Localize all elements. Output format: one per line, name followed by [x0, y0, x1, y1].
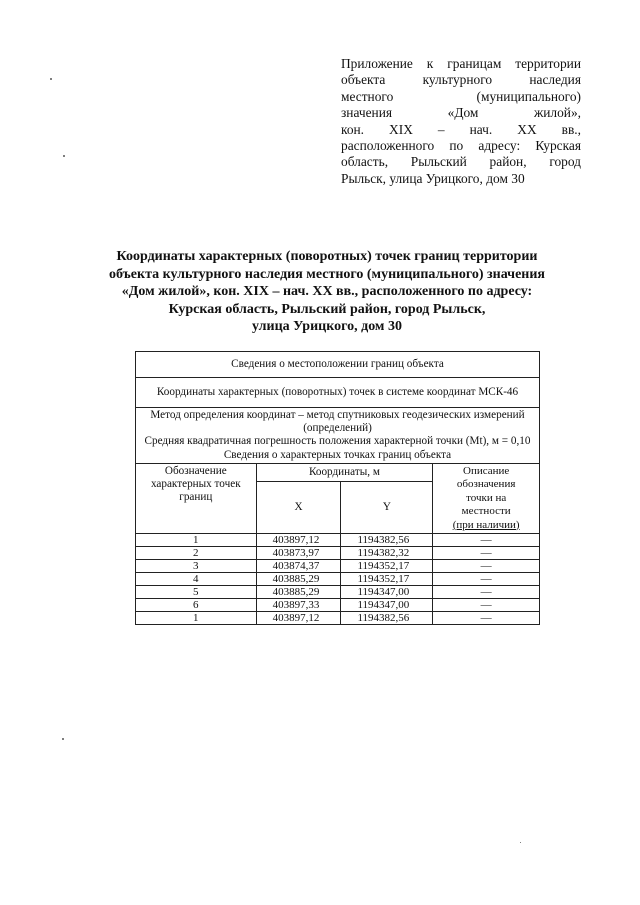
description-header-line: местности	[461, 505, 511, 518]
scan-speck	[50, 78, 52, 80]
scan-speck	[520, 842, 521, 843]
appendix-line: объекта культурного наследия	[341, 72, 581, 88]
appendix-line: кон. XIX – нач. XX вв.,	[341, 121, 581, 137]
accuracy-text: Средняя квадратичная погрешность положения характерной точки (Mt), м = 0,10	[144, 435, 531, 448]
appendix-line: расположенного по адресу: Курская	[341, 138, 581, 154]
method-text: Метод определения координат – метод спутниковых геодезических измерений (определений)	[150, 409, 525, 435]
appendix-line: Рыльск, улица Урицкого, дом 30	[341, 170, 525, 186]
table-row	[136, 612, 540, 625]
point-id: 1	[136, 612, 257, 625]
table-row	[136, 599, 540, 612]
point-x: 403874,37	[256, 560, 341, 573]
point-x: 403885,29	[256, 573, 341, 586]
description-header	[433, 463, 540, 534]
point-id: 3	[136, 560, 257, 573]
appendix-line: Приложение к границам территории	[341, 56, 581, 71]
point-y: 1194382,56	[341, 534, 433, 547]
table-row	[136, 573, 540, 586]
point-id: 1	[136, 534, 257, 547]
point-y: 1194347,00	[341, 599, 433, 612]
column-header-row	[136, 463, 540, 481]
scan-speck	[63, 155, 65, 157]
table-row	[136, 586, 540, 599]
document-title	[92, 248, 562, 336]
point-x: 403885,29	[256, 586, 341, 599]
point-y: 1194352,17	[341, 560, 433, 573]
point-x: 403897,33	[256, 599, 341, 612]
coord-system-row	[136, 378, 540, 408]
table-row	[136, 560, 540, 573]
point-description: —	[433, 560, 540, 573]
point-id: 2	[136, 547, 257, 560]
point-description: —	[433, 599, 540, 612]
x-header: X	[256, 481, 341, 533]
point-y: 1194382,56	[341, 612, 433, 625]
title-line: Координаты характерных (поворотных) точек границ территории	[116, 249, 538, 264]
description-header-line: (при наличии)	[452, 518, 520, 531]
method-row	[136, 408, 540, 464]
point-description: —	[433, 547, 540, 560]
title-line: «Дом жилой», кон. XIX – нач. XX вв., расположенного по адресу:	[121, 284, 533, 299]
coordinates-table	[135, 351, 540, 625]
appendix-line: значения «Дом жилой»,	[341, 105, 581, 121]
title-line: Курская область, Рыльский район, город Рыльск,	[168, 301, 486, 317]
point-description: —	[433, 573, 540, 586]
point-description: —	[433, 612, 540, 625]
appendix-line: местного (муниципального)	[341, 88, 581, 104]
table-row	[136, 547, 540, 560]
point-y: 1194352,17	[341, 573, 433, 586]
coordinates-header: Координаты, м	[256, 463, 433, 481]
point-y: 1194382,32	[341, 547, 433, 560]
point-id: 4	[136, 573, 257, 586]
section-header-cell: Сведения о местоположении границ объекта	[136, 352, 540, 378]
point-id: 5	[136, 586, 257, 599]
scan-speck	[62, 738, 64, 740]
point-description: —	[433, 534, 540, 547]
table-row	[136, 534, 540, 547]
appendix-line: область, Рыльский район, город	[341, 154, 581, 170]
coord-system-cell: Координаты характерных (поворотных) точек в системе координат МСК-46	[136, 378, 540, 408]
table-section-header-row	[136, 352, 540, 378]
y-header: Y	[341, 481, 433, 533]
title-line: улица Урицкого, дом 30	[252, 319, 402, 334]
points-header-text: Сведения о характерных точках границ объекта	[223, 448, 452, 461]
point-x: 403873,97	[256, 547, 341, 560]
description-header-line: обозначения	[456, 478, 516, 491]
point-id: 6	[136, 599, 257, 612]
description-header-line: Описание	[463, 464, 510, 477]
point-description: —	[433, 586, 540, 599]
appendix-note	[341, 56, 581, 187]
description-header-line: точки на	[466, 491, 507, 504]
point-x: 403897,12	[256, 534, 341, 547]
point-y: 1194347,00	[341, 586, 433, 599]
title-line: объекта культурного наследия местного (муниципального) значения	[108, 266, 545, 282]
method-cell	[136, 408, 540, 464]
point-x: 403897,12	[256, 612, 341, 625]
designation-header: Обозначение характерных точек границ	[136, 463, 257, 534]
